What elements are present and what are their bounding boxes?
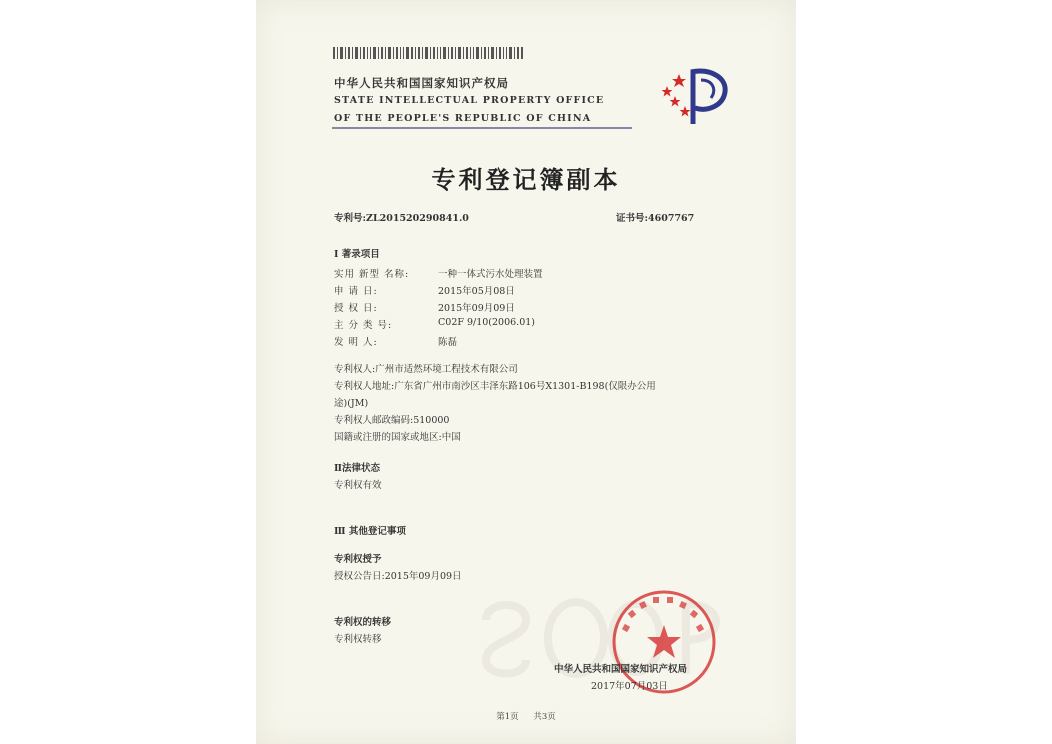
owner-address-line2: 途)(JM) [334, 398, 369, 409]
header-divider [332, 127, 632, 129]
document-page [256, 0, 796, 744]
office-name-cn: 中华人民共和国国家知识产权局 [334, 76, 509, 90]
owner-postcode: 专利权人邮政编码:510000 [334, 415, 450, 426]
office-name-en-line1: STATE INTELLECTUAL PROPERTY OFFICE [334, 95, 605, 106]
owner-address-line1: 专利权人地址:广东省广州市南沙区丰泽东路106号X1301-B198(仅限办公用 [334, 381, 656, 392]
signature-office: 中华人民共和国国家知识产权局 [554, 664, 688, 675]
field-value-grant-date: 2015年09月09日 [438, 303, 515, 314]
section-1-heading: Ⅰ 著录项目 [334, 249, 380, 260]
section-2-heading: Ⅱ法律状态 [334, 463, 381, 474]
document-title: 专利登记簿副本 [431, 165, 621, 194]
current-page: 第1页 [496, 712, 519, 722]
owner-country: 国籍或注册的国家或地区:中国 [334, 432, 461, 443]
signature-date: 2017年07月03日 [591, 681, 668, 692]
field-value-application-date: 2015年05月08日 [438, 286, 515, 297]
field-value-main-classification: C02F 9/10(2006.01) [438, 317, 535, 328]
grant-announcement-date: 授权公告日:2015年09月09日 [334, 571, 462, 582]
grant-heading: 专利权授予 [334, 554, 382, 565]
section-3-heading: Ⅲ 其他登记事项 [334, 526, 406, 537]
page-indicator [256, 710, 796, 722]
transfer-detail: 专利权转移 [334, 634, 382, 645]
certificate-number: 证书号:4607767 [616, 213, 695, 224]
patent-owner: 专利权人:广州市适然环境工程技术有限公司 [334, 364, 518, 375]
legal-status: 专利权有效 [334, 480, 382, 491]
field-label-inventor: 发 明 人: [334, 337, 378, 348]
transfer-heading: 专利权的转移 [334, 617, 392, 628]
cnipa-logo-icon [653, 66, 733, 126]
field-label-utility-model-name: 实用 新型 名称: [334, 269, 410, 280]
patent-number: 专利号:ZL201520290841.0 [334, 213, 469, 224]
field-label-main-classification: 主 分 类 号: [334, 320, 393, 331]
barcode [333, 47, 523, 59]
field-label-grant-date: 授 权 日: [334, 303, 378, 314]
field-value-utility-model-name: 一种一体式污水处理装置 [438, 269, 543, 280]
office-name-en-line2: OF THE PEOPLE'S REPUBLIC OF CHINA [334, 113, 592, 124]
total-pages: 共3页 [533, 712, 556, 722]
field-value-inventor: 陈磊 [438, 337, 458, 348]
field-label-application-date: 申 请 日: [334, 286, 378, 297]
